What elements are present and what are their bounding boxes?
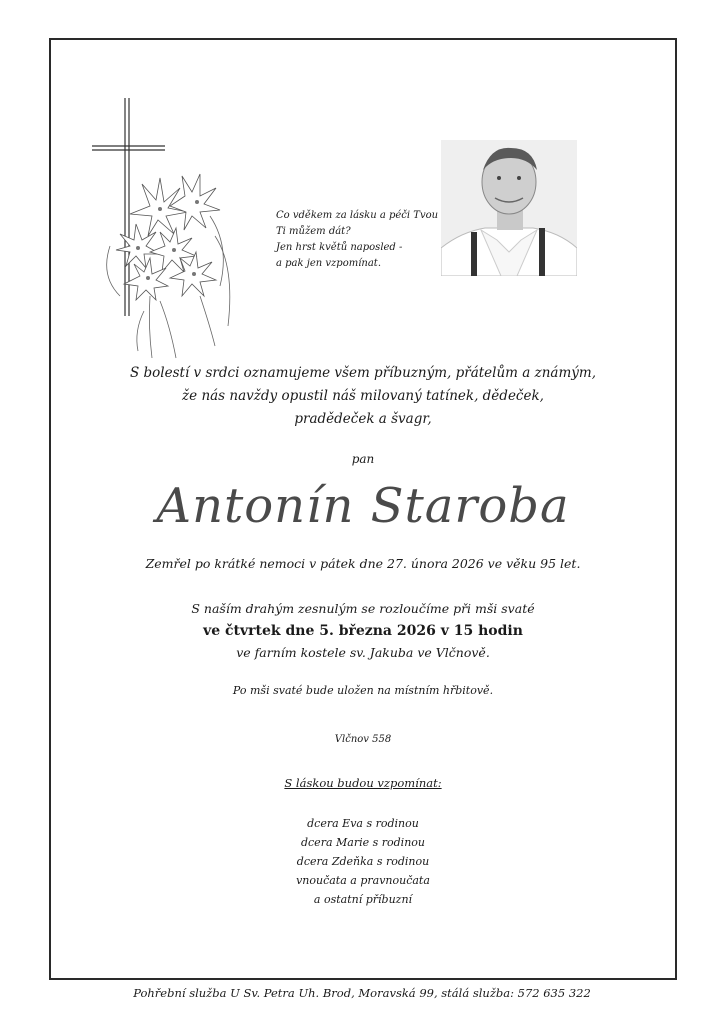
poem-line: a pak jen vzpomínat. [276, 258, 381, 269]
death-notice: Zemřel po krátké nemoci v pátek dne 27. února 2026 ve věku 95 let. [145, 556, 581, 571]
cross-with-lilies-icon [90, 96, 240, 366]
mourner-item: dcera Marie s rodinou [300, 836, 425, 849]
poem-line: Jen hrst květů naposled - [276, 242, 403, 253]
poem-line: Ti můžem dát? [276, 226, 351, 237]
deceased-name: Antonín Staroba [156, 478, 570, 534]
announcement-line: pradědeček a švagr, [294, 411, 432, 427]
remember-title-text: S láskou budou vzpomínat: [284, 776, 442, 790]
announcement-line: že nás navždy opustil náš milovaný tatínek, dědeček, [182, 388, 544, 404]
title-word: pan [351, 452, 375, 466]
mourner-item: dcera Zdeňka s rodinou [296, 855, 430, 868]
mourner-item: vnoučata a pravnoučata [296, 874, 430, 887]
announcement [49, 362, 677, 431]
farewell-info [49, 598, 677, 664]
announcement-line: S bolestí v srdci oznamujeme všem příbuzným, přátelům a známým, [129, 365, 596, 381]
mourner-item: a ostatní příbuzní [313, 893, 413, 906]
remember-title [49, 776, 677, 790]
deceased-portrait-photo [441, 140, 577, 276]
funeral-service-footer: Pohřební služba U Sv. Petra Uh. Brod, Moravská 99, stálá služba: 572 635 322 [133, 986, 591, 1000]
mourners-list [49, 814, 677, 909]
mourner-item: dcera Eva s rodinou [307, 817, 419, 830]
poem-line: Co vděkem za lásku a péči Tvou [276, 210, 439, 221]
poem [276, 208, 446, 272]
farewell-datetime: ve čtvrtek dne 5. března 2026 v 15 hodin [203, 623, 523, 639]
farewell-intro: S naším drahým zesnulým se rozloučíme při mši svaté [191, 601, 535, 616]
farewell-location: ve farním kostele sv. Jakuba ve Vlčnově. [236, 645, 490, 660]
burial-notice: Po mši svaté bude uložen na místním hřbitově. [232, 684, 494, 697]
address: Vlčnov 558 [334, 734, 392, 745]
